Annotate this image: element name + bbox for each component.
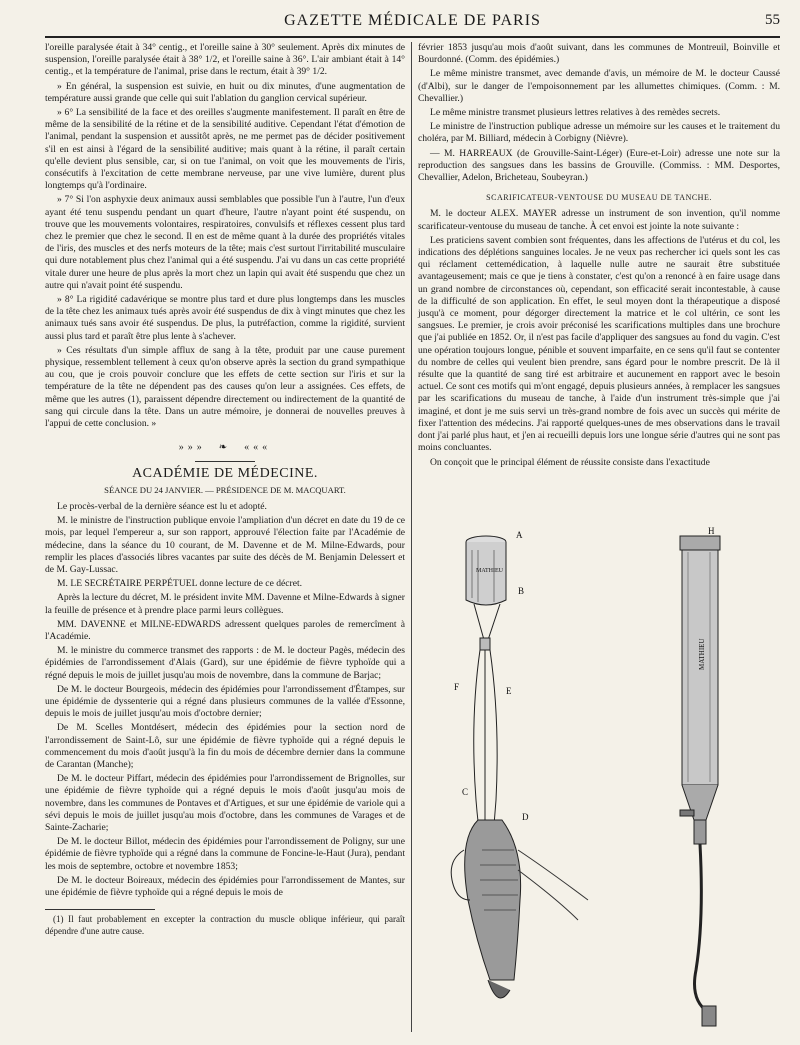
- masthead: [45, 10, 780, 38]
- paragraph: » 8° La rigidité cadavérique se montre plus tard et dure plus longtemps dans les muscles de la tête chez les animaux tués après avoir été suspendus de dix à vingt minutes que chez les animaux tués sans avoir été suspendus. De plus, la putréfaction, comme la rigidité, survient aussi plus tard et paraît être plus lente à s'achever.: [45, 294, 405, 342]
- paragraph: Après la lecture du décret, M. le président invite MM. Davenne et Milne-Edwards à signer la feuille de présence et à prendre place parmi leurs collègues.: [45, 592, 405, 616]
- footnote: (1) Il faut probablement en excepter la contraction du muscle oblique inférieur, qui paraît dépendre d'une autre cause.: [45, 914, 405, 937]
- right-column: [418, 42, 780, 471]
- section-title: ACADÉMIE DE MÉDECINE.: [132, 465, 318, 481]
- ornament-divider: »»» ❧ «««: [178, 442, 272, 454]
- paragraph: M. LE SECRÉTAIRE PERPÉTUEL donne lecture de ce décret.: [57, 578, 303, 590]
- figure-letter: C: [462, 787, 469, 797]
- figure-letter: F: [454, 682, 460, 692]
- paragraph: On conçoit que le principal élément de réussite consiste dans l'exactitude: [430, 456, 710, 468]
- left-column: [45, 42, 405, 1042]
- paragraph: M. le ministre de l'instruction publique envoie l'ampliation d'un décret en date du 19 de ce mois, par lequel l'empereur a, sur son rapport, approuvé l'élection faite par l'Académie de médecine, dans la séance du 10 courant, de M. Davenne et de M. Milne-Edwards, pour remplir les places d'associés libres vacantes par suite des décès de M. Benjamin Delessert et de M. Gay-Lussac.: [45, 515, 405, 575]
- paragraph: — M. HARREAUX (de Grouville-Saint-Léger) (Eure-et-Loir) adresse une note sur la reproduction des sangsues dans les bassins de Grouville. (Commiss. : MM. Desportes, Chevallier, Adelon, Bricheteau, Soubeyran.): [418, 147, 780, 184]
- page-number: 55: [765, 12, 780, 28]
- paragraph: Le procès-verbal de la dernière séance est lu et adopté.: [57, 500, 267, 512]
- paragraph: » En général, la suspension est suivie, en huit ou dix minutes, d'une augmentation de température aussi grande que celle qui suit l'ablation du ganglion cervical supérieur.: [45, 80, 405, 104]
- paragraph: M. le ministre du commerce transmet des rapports : de M. le docteur Pagès, médecin des épidémies de l'arrondissement d'Alais (Gard), sur une épidémie de fièvre typhoïde qui a régné depuis le mois de juillet jusqu'au mois de novembre, dans la commune de Barjac;: [45, 645, 405, 681]
- scarifier-instrument-drawing: [451, 536, 588, 998]
- footnote-rule: [45, 909, 155, 910]
- paragraph: De M. le docteur Piffart, médecin des épidémies pour l'arrondissement de Brignolles, sur une épidémie de fièvre typhoïde qui a régné depuis le mois d'août jusqu'au mois de novembre, dans les communes de Pontaves et d'Artigues, et sur une épidémie de variole qui a sévi depuis le mois de juillet jusqu'au mois d'octobre, dans les communes de Varages et de Sainte-Zacharie;: [45, 773, 405, 833]
- figure-letter: A: [516, 530, 523, 540]
- paragraph: M. le docteur ALEX. MAYER adresse un instrument de son invention, qu'il nomme scarificateur-ventouse du museau de tanche. À cet envoi est jointe la note suivante :: [418, 208, 780, 232]
- paragraph: Le même ministre transmet, avec demande d'avis, un mémoire de M. le docteur Caussé (d'Albi), sur le danger de l'empoisonnement par les allumettes chimiques. (Comm. : M. Chevallier.): [418, 68, 780, 104]
- paragraph: De M. le docteur Billot, médecin des épidémies pour l'arrondissement de Poligny, sur une épidémie de fièvre typhoïde qui a régné dans la commune de Foncine-le-Haut (Jura), pendant les mois de septembre, octobre et novembre 1853;: [45, 836, 405, 872]
- figure-letter: B: [518, 586, 525, 596]
- short-rule: [195, 461, 255, 462]
- paragraph: Le même ministre transmet plusieurs lettres relatives à des remèdes secrets.: [430, 107, 721, 119]
- column-divider: [411, 42, 412, 1032]
- figure-letter: H: [708, 526, 715, 536]
- instrument-illustration: [418, 520, 780, 1030]
- paragraph: » 7° Si l'on asphyxie deux animaux aussi semblables que possible l'un à l'autre, l'un d'eux ayant été tenu suspendu pendant un quart d'heure, l'autre n'ayant point été suspendu, on trouve que les mouvements volontaires, respiratoires, convulsifs et réflexes cessent plus tard chez le premier que chez le second. Il en est de même quant à la durée des propriétés vitales de l'iris, des muscles et des nerfs moteurs de la tête; mais c'est surtout l'irritabilité musculaire qui dure notablement plus chez l'animal qui a été suspendu. J'ai vu dans un cas cette propriété vitale durer une heure de plus après la mort chez un lapin qui avait été suspendu que chez un autre qui n'avait point été suspendu.: [45, 194, 405, 291]
- session-heading: SÉANCE DU 24 JANVIER. — PRÉSIDENCE DE M. MACQUART.: [104, 484, 346, 495]
- article-subtitle: SCARIFICATEUR-VENTOUSE DU MUSEAU DE TANCHE.: [486, 193, 712, 203]
- figure-letter: E: [506, 686, 512, 696]
- paragraph: MM. DAVENNE et MILNE-EDWARDS adressent quelques paroles de remercîment à l'Académie.: [45, 618, 405, 642]
- paragraph: l'oreille paralysée était à 34° centig., et l'oreille saine à 30° seulement. Après dix minutes de suspension, l'oreille paralysée était à 38° 1/2, et l'oreille saine à 36°. L'air ambiant était à 14° centig., et la température de l'animal, prise dans le rectum, était à 39° 1/2.: [45, 42, 405, 78]
- figure-letter: D: [522, 812, 529, 822]
- paragraph: De M. le docteur Bourgeois, médecin des épidémies pour l'arrondissement d'Étampes, sur une épidémie de dyssenterie qui a régné dans plusieurs communes de la vallée d'Essonne, depuis le mois de juillet jusqu'au mois d'octobre dernier;: [45, 683, 405, 720]
- ventouse-syringe-drawing: [680, 536, 720, 1026]
- paragraph: Les praticiens savent combien sont fréquentes, dans les affections de l'utérus et du col, les indications des déplétions sanguines locales. Je ne veux pas rechercher ici quels sont les cas qui réclament cettemédication, à laquelle nulle autre ne saurait être substituée avantageusement; mais ce que je tiens à constater, c'est qu'on a renoncé à en faire usage dans un grand nombre de circonstances où, cependant, son efficacité serait incontestable, à cause de la difficulté de son application. En effet, le seul moyen dont la thérapeutique a disposé jusqu'à ce moment, pour dégorger directement la matrice et le col ultérin, ce sont les sangsues. Le premier, je crois avoir préconisé les scarifications multiples dans une brochure que j'ai publiée en 1852. Or, il n'est pas facile d'appliquer des sangsues au fond du vagin. C'est une opération toujours longue, pénible et souvent imparfaite, en ce sens qu'il faut se contenter du nombre de celles qui veulent bien prendre, sans égard pour le nombre prescrit. De là il résulte que la quantité de sang tiré est arbitraire et aucunement en rapport avec le besoin actuel. Ce sont ces motifs qui m'ont engagé, depuis plusieurs années, à remplacer les sangsues par les scarifications du museau de tanche, à l'aide d'un instrument très-simple que j'ai imaginé, et dont je me suis servi un très-grand nombre de fois avec un succès qui mérite de fixer l'attention des médecins. J'ai rapporté quelques-unes de mes observations dans le travail dont j'ai parlé plus haut, et j'en ai recueilli depuis lors une longue série d'autres qui ne sont pas moins concluantes.: [418, 234, 780, 454]
- paragraph: » Ces résultats d'un simple afflux de sang à la tête, produit par une cause purement physique, ressemblent tellement à ceux qu'on observe après la section du grand sympathique au cou, que je crois pouvoir conclure que les effets de cette section sur l'iris et sur la température de la tête ne dépendent pas des causes qu'on leur a assignées. Ces effets, de même que les autres (1), paraissent dépendre directement ou indirectement de la quantité de sang qui circule dans la tête. Dans un autre mémoire, je donnerai de nouvelles preuves à l'appui de cette conclusion. »: [45, 344, 405, 430]
- instrument-label: MATHIEU: [698, 638, 706, 670]
- paragraph: » 6° La sensibilité de la face et des oreilles s'augmente manifestement. Il paraît en être de même de la sensibilité de la rétine et de la sensibilité auditive. Cependant l'état d'émotion de l'animal, pendant la suspension et aussitôt après, ne me permet pas de décider positivement s'il en est ainsi à l'égard de la sensibilité auditive; mais quant à la rétine, il paraît certain qu'elle devient plus sensible, car, si on tue l'animal, on voit que les mouvements de l'iris, consécutifs à l'excitation de cette membrane nerveuse, par une vive lumière, durent plus longtemps qu'à l'ordinaire.: [45, 107, 405, 192]
- paragraph: février 1853 jusqu'au mois d'août suivant, dans les communes de Montreuil, Boinville et Bourdonné. (Comm. des épidémies.): [418, 42, 780, 66]
- paragraph: Le ministre de l'instruction publique adresse un mémoire sur les causes et le traitement du choléra, par M. Billiard, médecin à Corbigny (Nièvre).: [418, 121, 780, 145]
- paragraph: De M. le docteur Boireaux, médecin des épidémies pour l'arrondissement de Mantes, sur une épidémie de fièvre typhoïde qui a régné depuis le mois de: [45, 874, 405, 898]
- instrument-label: MATHIEU: [476, 568, 503, 574]
- journal-title: GAZETTE MÉDICALE DE PARIS: [284, 12, 541, 29]
- paragraph: De M. Scelles Montdésert, médecin des épidémies pour la section nord de l'arrondissement de Saint-Lô, sur une épidémie de fièvre typhoïde qui a régné depuis le commencement du mois d'août jusqu'à la fin du mois de décembre dernier dans la commune de Carantan (Manche);: [45, 722, 405, 770]
